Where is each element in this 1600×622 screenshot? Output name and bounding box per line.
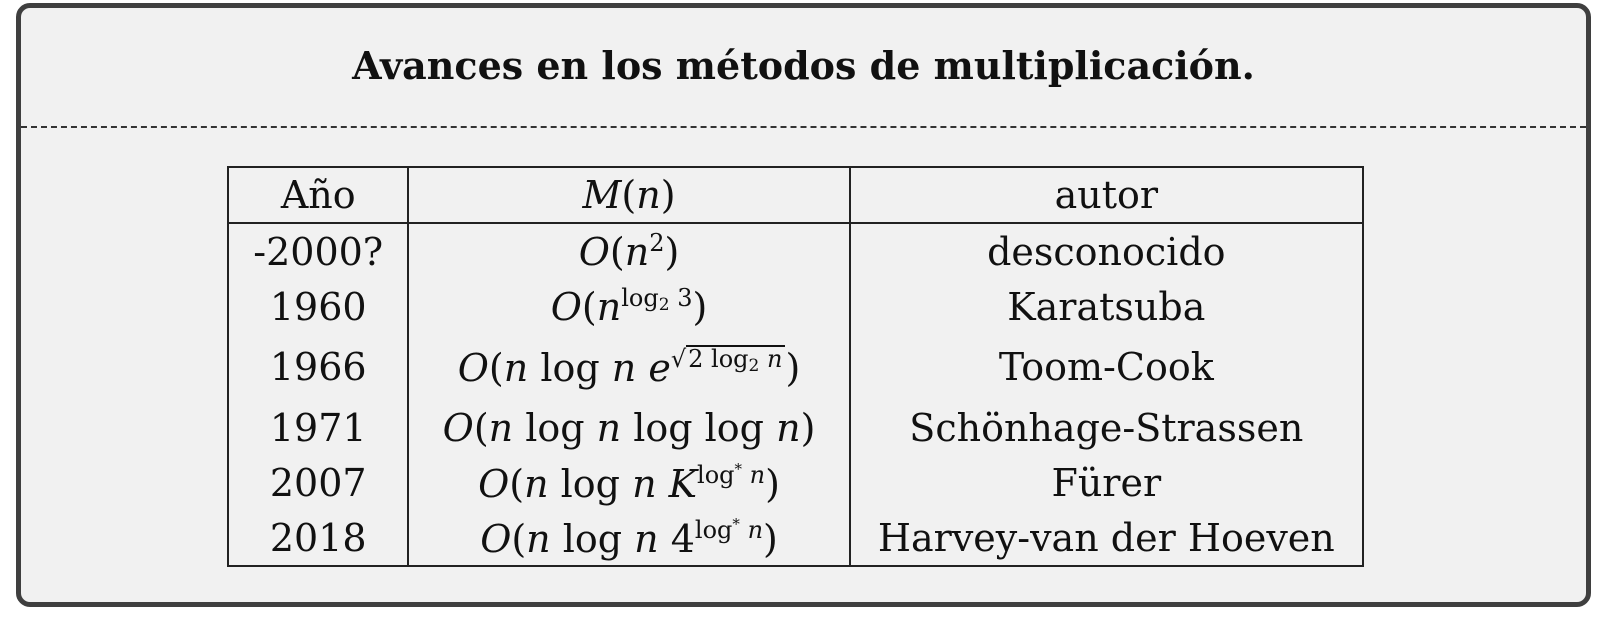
header-author: autor — [850, 167, 1363, 223]
author-cell: Toom-Cook — [850, 334, 1363, 400]
table-row — [228, 223, 1363, 279]
year-cell: 2007 — [228, 455, 408, 510]
year-cell: -2000? — [228, 223, 408, 279]
table-row — [228, 334, 1363, 400]
header-year: Año — [228, 167, 408, 223]
complexity-cell: $O(n^{log_2 3})$ — [408, 279, 849, 334]
page-title: Avances en los métodos de multiplicación. — [352, 43, 1255, 88]
table-row — [228, 455, 1363, 510]
table-row — [228, 510, 1363, 566]
table-header-row — [228, 167, 1363, 223]
year-cell: 1960 — [228, 279, 408, 334]
complexity-cell: O(n log n $4^{log^* n}$) — [408, 510, 849, 566]
year-cell: 1966 — [228, 334, 408, 400]
author-cell: Harvey-van der Hoeven — [850, 510, 1363, 566]
complexity-cell: O(n log n $K^{log^* n}$) — [408, 455, 849, 510]
year-cell: 1971 — [228, 400, 408, 455]
author-cell: desconocido — [850, 223, 1363, 279]
content-frame — [16, 3, 1591, 607]
header-complexity: M(n) — [408, 167, 849, 223]
complexity-cell: $O(n^2)$ — [408, 223, 849, 279]
dashed-divider — [21, 126, 1586, 128]
complexity-cell: O(n log n log log n) — [408, 400, 849, 455]
table-row — [228, 400, 1363, 455]
author-cell: Fürer — [850, 455, 1363, 510]
year-cell: 2018 — [228, 510, 408, 566]
multiplication-methods-table — [227, 166, 1364, 567]
author-cell: Karatsuba — [850, 279, 1363, 334]
complexity-cell: O(n log n $e^{√2 log_2 n}$) — [408, 334, 849, 400]
author-cell: Schönhage-Strassen — [850, 400, 1363, 455]
table-row — [228, 279, 1363, 334]
